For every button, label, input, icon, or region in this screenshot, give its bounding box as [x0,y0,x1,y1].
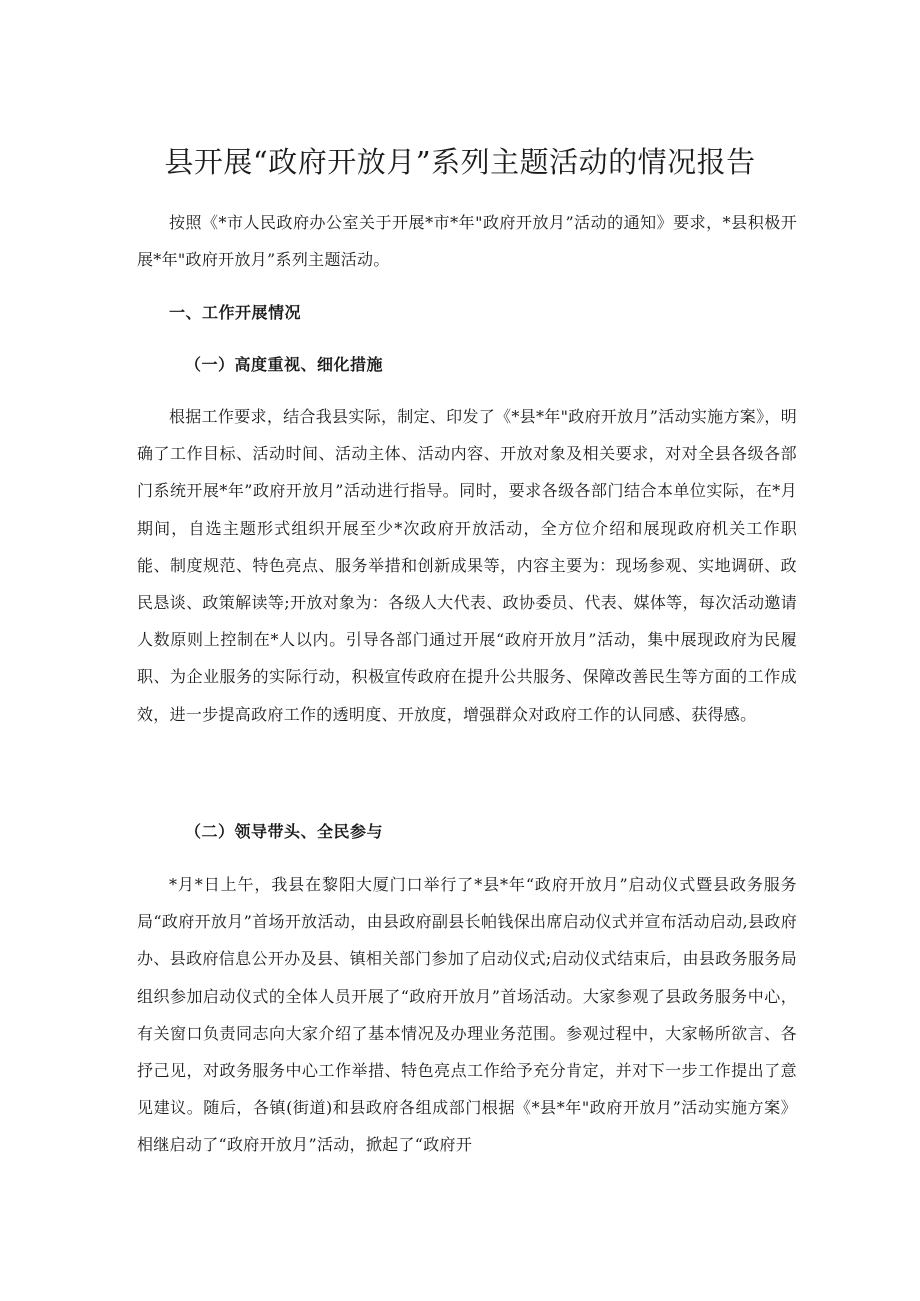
subsection-heading-attention-measures: （一）高度重视、细化措施 [185,355,384,374]
document-title: 县开展“政府开放月”系列主题活动的情况报告 [164,145,756,179]
subsection-heading-leadership-participation: （二）领导带头、全民参与 [185,822,384,841]
subsection-1-paragraph: 根据工作要求，结合我县实际，制定、印发了《*县*年"政府开放月”活动实施方案》，明确了工作目标、活动时间、活动主体、活动内容、开放对象及相关要求，对对全县各级各部门系统开展*年”政府开放月”活动进行指导。同时，要求各级各部门结合本单位实际，在*月期间，自选主题形式组织开展至少*次政府开放活动，全方位介绍和展现政府机关工作职能、制度规范、特色亮点、服务举措和创新成果等，内容主要为：现场参观、实地调研、政民恳谈、政策解读等;开放对象为：各级人大代表、政协委员、代表、媒体等，每次活动邀请人数原则上控制在*人以内。引导各部门通过开展“政府开放月”活动，集中展现政府为民履职、为企业服务的实际行动，积极宣传政府在提升公共服务、保障改善民生等方面的工作成效，进一步提高政府工作的透明度、开放度，增强群众对政府工作的认同感、获得感。 [137,407,797,724]
subsection-2-paragraph: *月*日上午，我县在黎阳大厦门口举行了*县*年“政府开放月”启动仪式暨县政务服务局“政府开放月”首场开放活动，由县政府副县长帕钱保出席启动仪式并宣布活动启动,县政府办、县政府信息公开办及县、镇相关部门参加了启动仪式;启动仪式结束后，由县政务服务局组织参加启动仪式的全体人员开展了“政府开放月”首场活动。大家参观了县政务服务中心，有关窗口负责同志向大家介绍了基本情况及办理业务范围。参观过程中，大家畅所欲言、各抒己见，对政务服务中心工作举措、特色亮点工作给予充分肯定，并对下一步工作提出了意见建议。随后，各镇(街道)和县政府各组成部门根据《*县*年"政府开放月”活动实施方案》相继启动了“政府开放月”活动，掀起了“政府开 [137,875,797,1155]
section-heading-work-progress: 一、工作开展情况 [169,303,302,322]
intro-paragraph: 按照《*市人民政府办公室关于开展*市*年"政府开放月”活动的通知》要求，*县积极开展*年"政府开放月”系列主题活动。 [137,213,797,270]
